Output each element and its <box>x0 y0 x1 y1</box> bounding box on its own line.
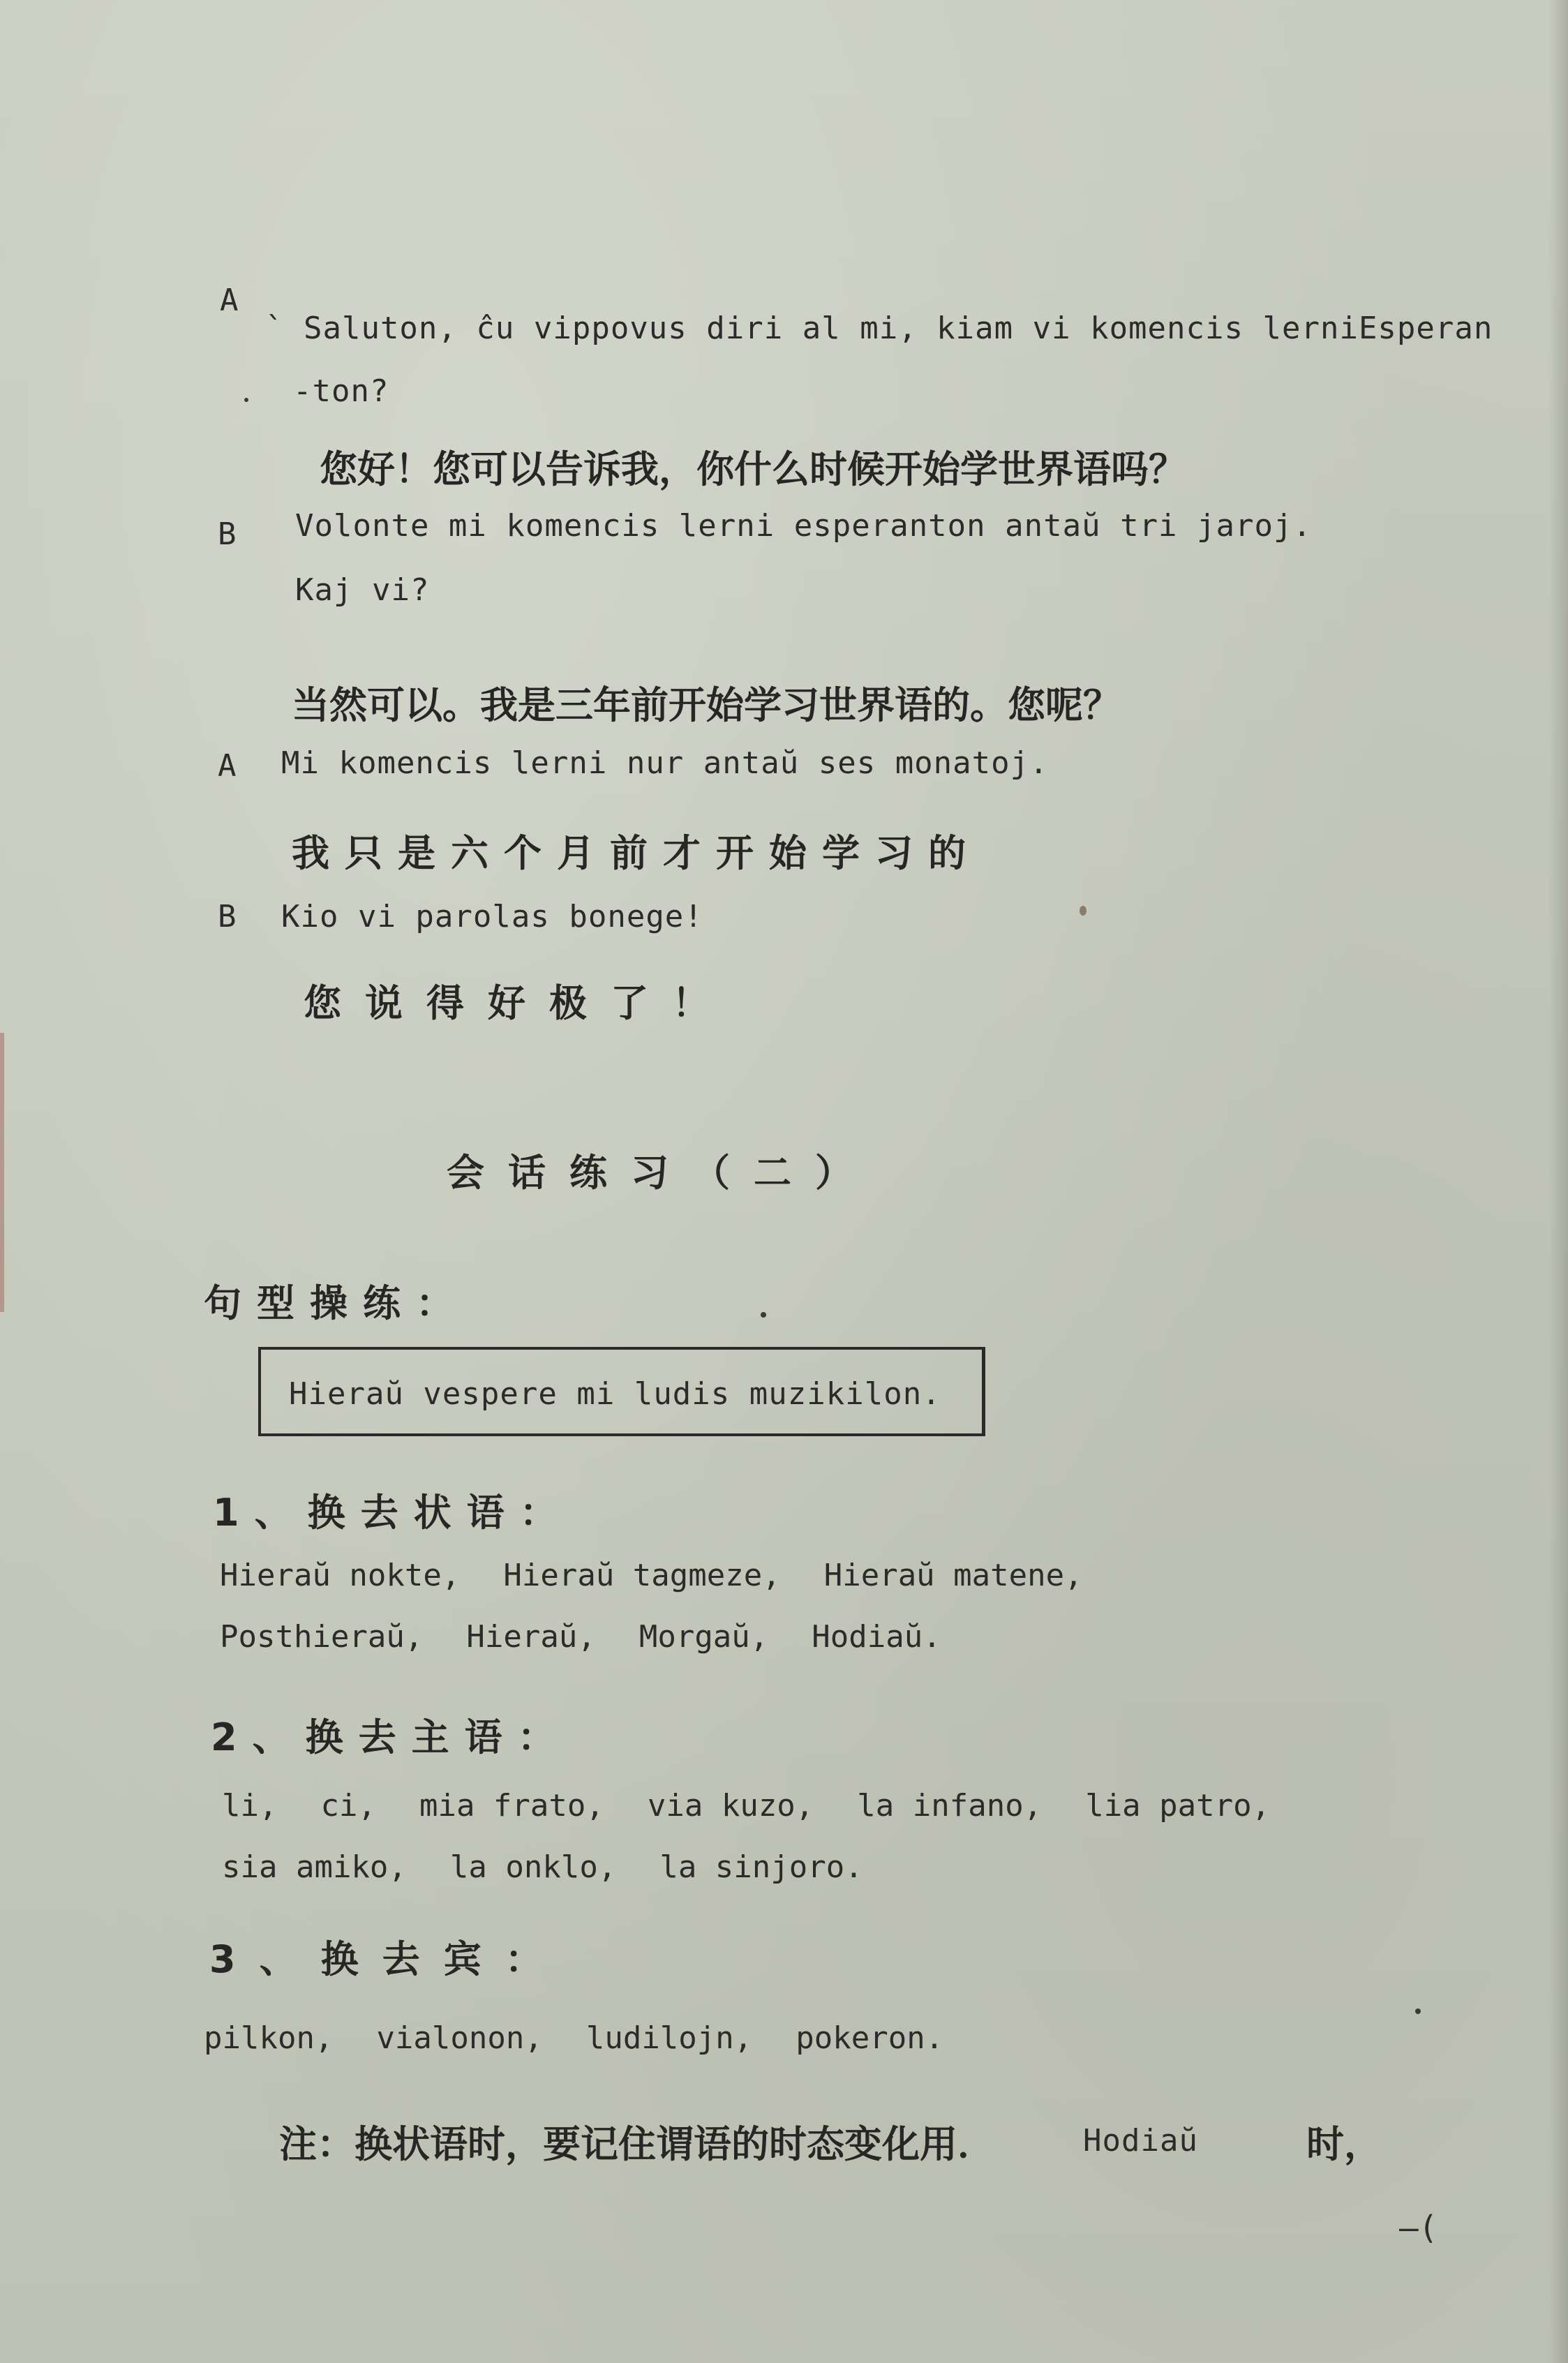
exercise-item: ci, <box>320 1788 376 1824</box>
exercise-item: lia patro, <box>1085 1788 1271 1824</box>
dialogue-line: Kaj vi? <box>295 572 430 608</box>
dialogue-translation: 您好！您可以告诉我，你什么时候开始学世界语吗？ <box>320 447 1186 491</box>
dialogue-translation: 我只是六个月前才开始学习的 <box>292 831 981 875</box>
exercise-heading: 1、换去状语： <box>213 1491 573 1535</box>
exercise-item: Hieraŭ matene, <box>823 1558 1083 1593</box>
exercise-item: pokeron. <box>796 2020 944 2056</box>
speaker-label: B <box>218 899 237 934</box>
exercise-item: Hieraŭ, <box>466 1619 596 1655</box>
dialogue-translation: 当然可以。我是三年前开始学习世界语的。您呢？ <box>292 683 1121 727</box>
exercise-row <box>204 2020 987 2056</box>
exercise-item: Hieraŭ tagmeze, <box>503 1558 781 1593</box>
exercise-item: mia frato, <box>419 1788 604 1824</box>
exercise-row <box>222 1849 906 1885</box>
pattern-sentence: Hieraŭ vespere mi ludis muzikilon. <box>289 1376 941 1412</box>
drill-heading: 句型操练： <box>204 1281 469 1325</box>
note-tail: 时， <box>1306 2122 1382 2166</box>
paper-speck <box>1080 906 1087 916</box>
pattern-box <box>258 1347 985 1436</box>
note-text: 注：换状语时，要记住谓语的时态变化用． <box>279 2122 995 2166</box>
paper-speck <box>244 398 248 402</box>
paper-speck <box>1415 2008 1421 2014</box>
exercise-heading: 2、换去主语： <box>211 1715 571 1759</box>
binding-edge-mark <box>0 1033 4 1312</box>
exercise-item: Hieraŭ nokte, <box>220 1558 461 1593</box>
page-edge-shadow <box>1548 0 1568 2363</box>
dialogue-translation: 您说得好极了！ <box>304 981 733 1025</box>
dialogue-line: Mi komencis lerni nur antaŭ ses monatoj. <box>281 745 1049 781</box>
speaker-label: B <box>218 516 237 552</box>
dialogue-line: Kio vi parolas bonege! <box>281 899 703 934</box>
exercise-item: sia amiko, <box>222 1849 407 1885</box>
exercise-item: Hodiaŭ. <box>812 1619 941 1655</box>
exercise-item: pilkon, <box>204 2020 334 2056</box>
exercise-item: via kuzo, <box>647 1788 814 1824</box>
exercise-item: la infano, <box>857 1788 1043 1824</box>
dialogue-line: Volonte mi komencis lerni esperanton antaŭ tri jaroj. <box>295 508 1312 544</box>
exercise-row <box>222 1788 1313 1824</box>
page-number: —( <box>1399 2209 1438 2246</box>
exercise-item: Morgaŭ, <box>639 1619 769 1655</box>
exercise-item: ludilojn, <box>585 2020 753 2056</box>
paper-speck <box>761 1312 766 1318</box>
speaker-label: A <box>220 283 239 318</box>
exercise-row <box>220 1619 985 1655</box>
exercise-item: li, <box>222 1788 278 1824</box>
note-word: Hodiaŭ <box>1083 2123 1198 2159</box>
dialogue-line: -ton? <box>293 373 389 409</box>
section-title: 会话练习（二） <box>447 1151 876 1195</box>
dialogue-line: ` Saluton, ĉu vippovus diri al mi, kiam vi komencis lerniEsperan <box>265 311 1493 346</box>
exercise-heading: 3、换去宾： <box>209 1937 567 1981</box>
exercise-row <box>220 1558 1126 1593</box>
exercise-item: vialonon, <box>376 2020 543 2056</box>
exercise-item: Posthieraŭ, <box>220 1619 424 1655</box>
exercise-item: la onklo, <box>449 1849 617 1885</box>
speaker-label: A <box>218 748 237 784</box>
exercise-item: la sinjoro. <box>659 1849 863 1885</box>
